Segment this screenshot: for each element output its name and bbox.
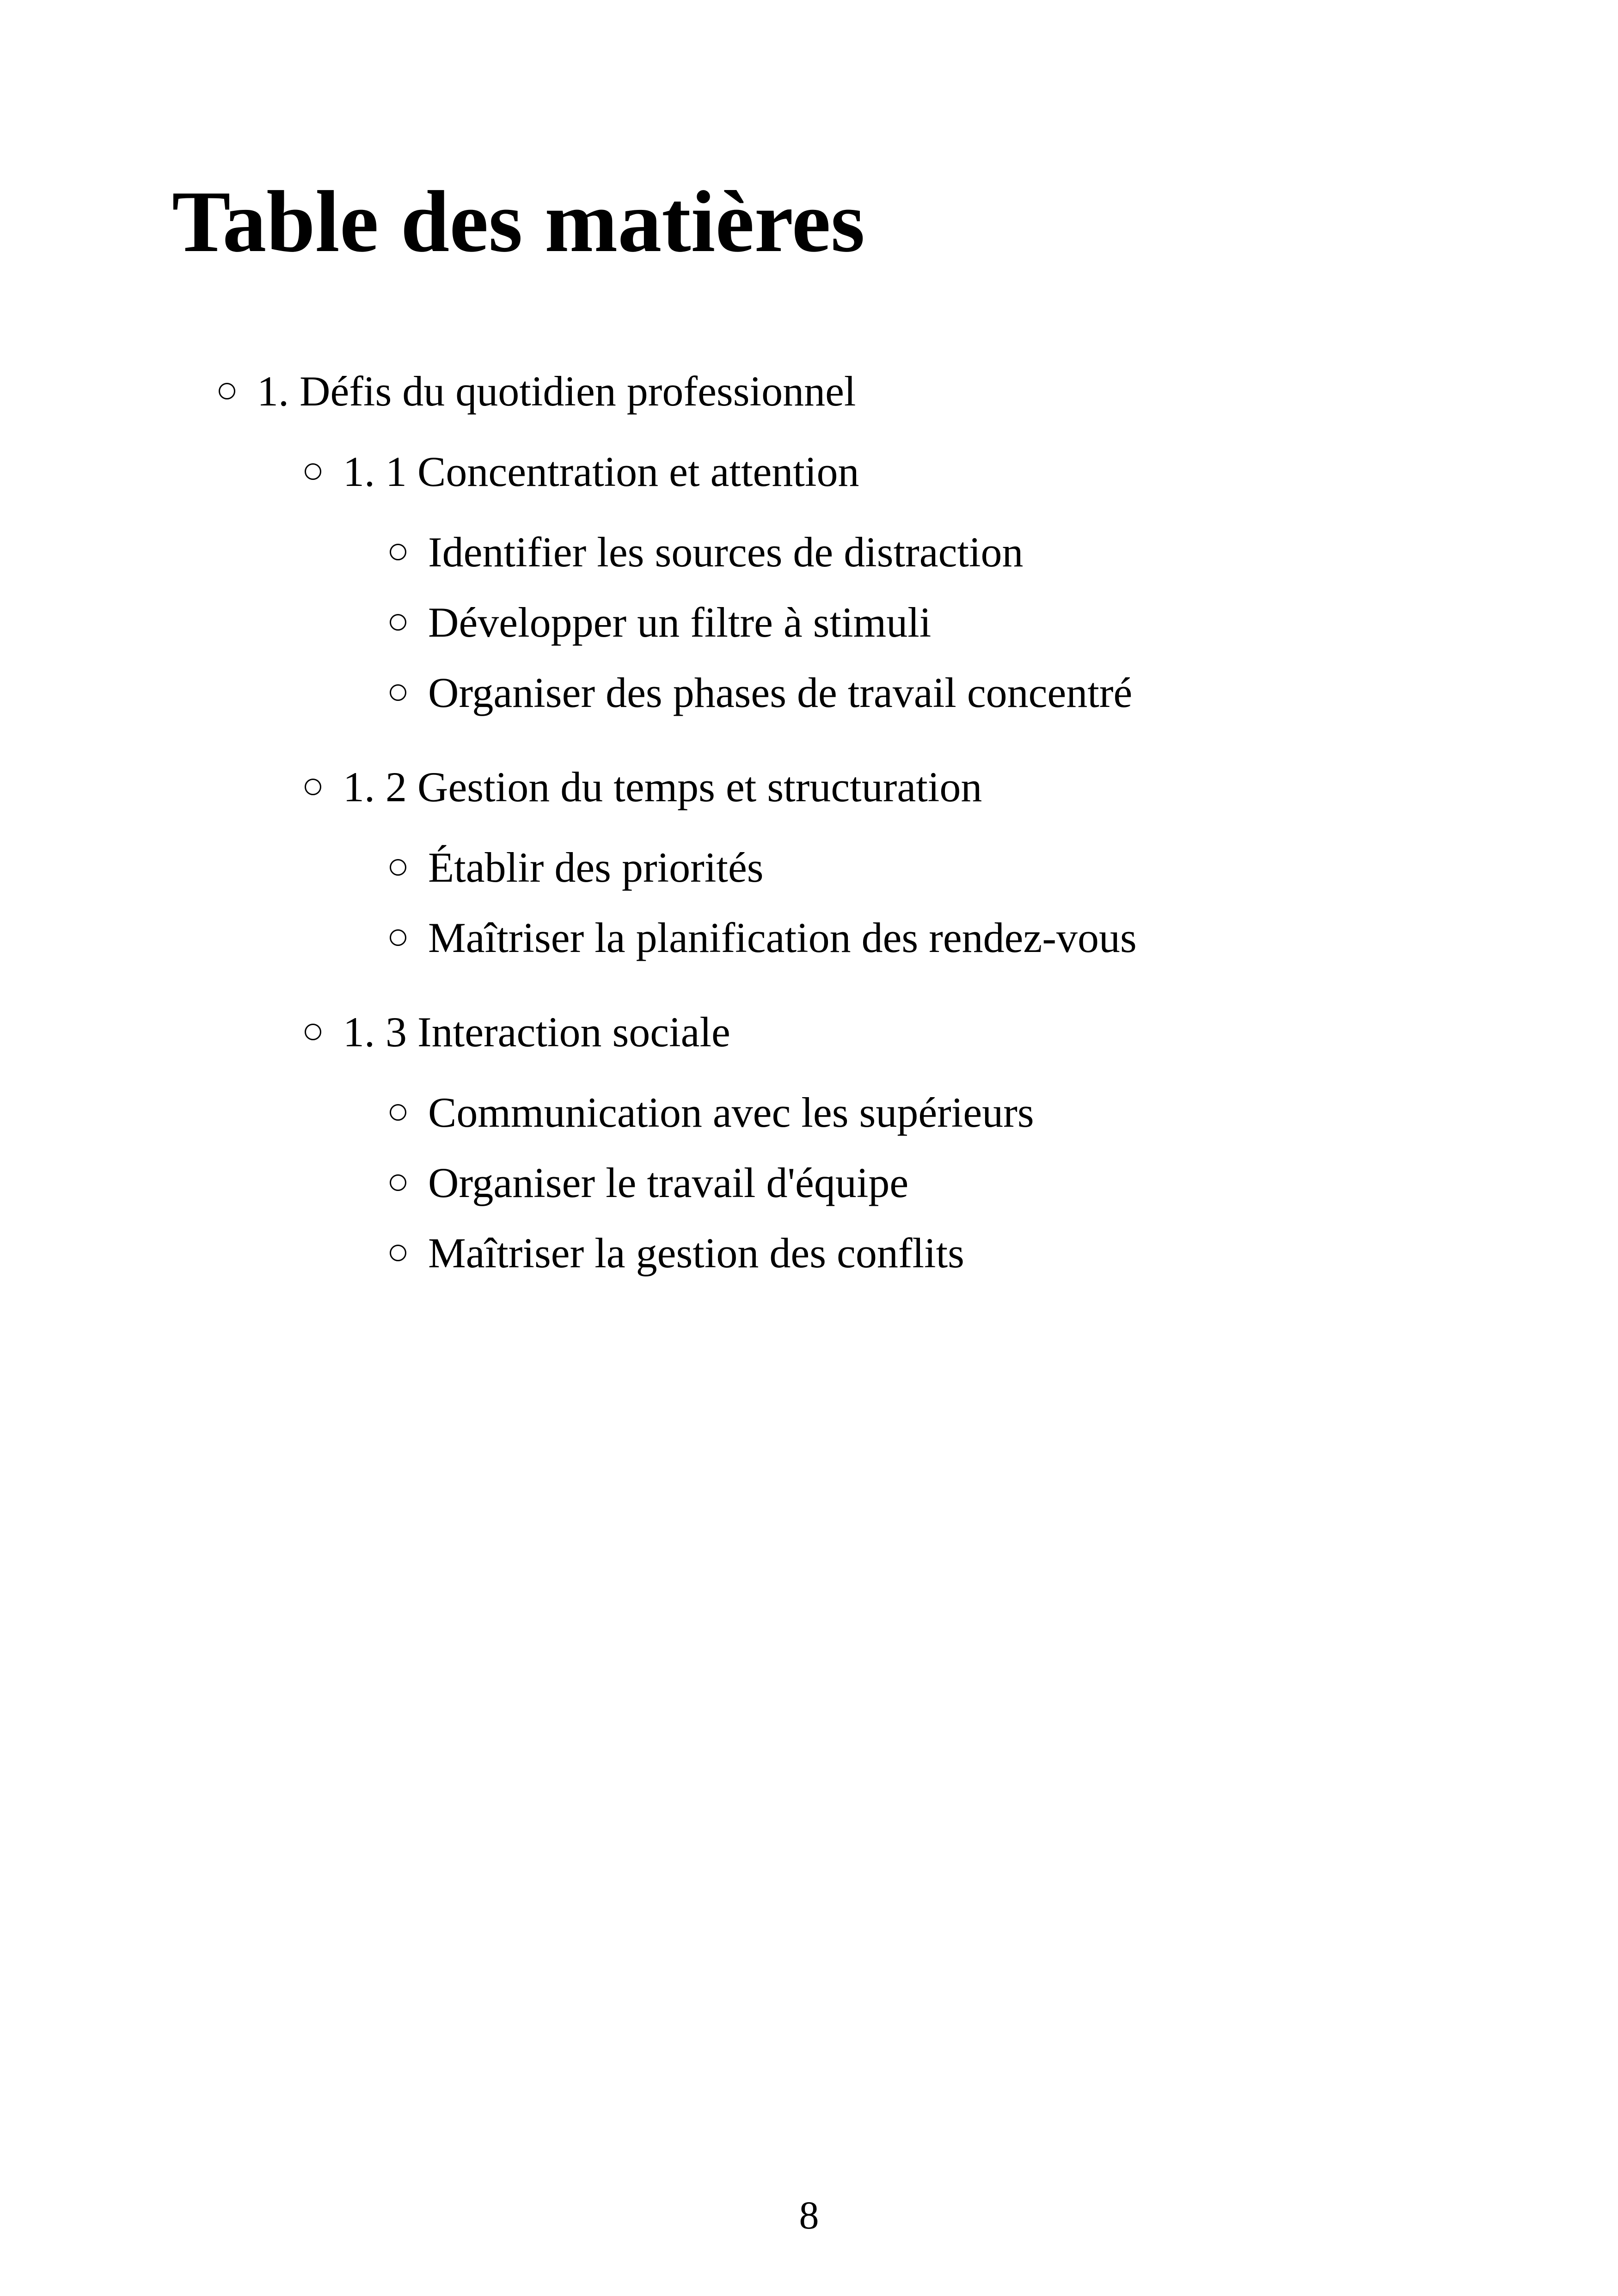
toc-subitem[interactable]: Développer un filtre à stimuli — [428, 599, 932, 646]
page-title: Table des matières — [172, 173, 865, 270]
circle-bullet-icon — [305, 463, 321, 480]
toc-subitem[interactable]: Organiser le travail d'équipe — [428, 1159, 909, 1206]
circle-bullet-icon — [390, 1174, 406, 1191]
circle-bullet-icon — [390, 544, 406, 560]
toc-subitem[interactable]: Maîtriser la gestion des conflits — [428, 1229, 964, 1277]
toc-subitem[interactable]: Communication avec les supérieurs — [428, 1089, 1034, 1136]
toc-subitem[interactable]: Maîtriser la planification des rendez-vous — [428, 914, 1137, 961]
page-number: 8 — [799, 2193, 819, 2237]
circle-bullet-icon — [390, 614, 406, 631]
circle-bullet-icon — [390, 859, 406, 876]
toc-section-1-3[interactable]: 1. 3 Interaction sociale — [343, 1008, 730, 1056]
toc-subitem[interactable]: Identifier les sources de distraction — [428, 528, 1024, 576]
circle-bullet-icon — [390, 929, 406, 946]
toc-section-1-2[interactable]: 1. 2 Gestion du temps et structuration — [343, 763, 982, 810]
circle-bullet-icon — [219, 383, 235, 399]
circle-bullet-icon — [390, 1104, 406, 1121]
circle-bullet-icon — [390, 1245, 406, 1261]
toc-subitem[interactable]: Organiser des phases de travail concentré — [428, 669, 1133, 716]
toc-chapter-1[interactable]: 1. Défis du quotidien professionnel — [257, 368, 856, 415]
circle-bullet-icon — [305, 1024, 321, 1040]
toc-subitem[interactable]: Établir des priorités — [428, 844, 764, 891]
circle-bullet-icon — [305, 779, 321, 795]
circle-bullet-icon — [390, 684, 406, 701]
toc-section-1-1[interactable]: 1. 1 Concentration et attention — [343, 448, 859, 495]
